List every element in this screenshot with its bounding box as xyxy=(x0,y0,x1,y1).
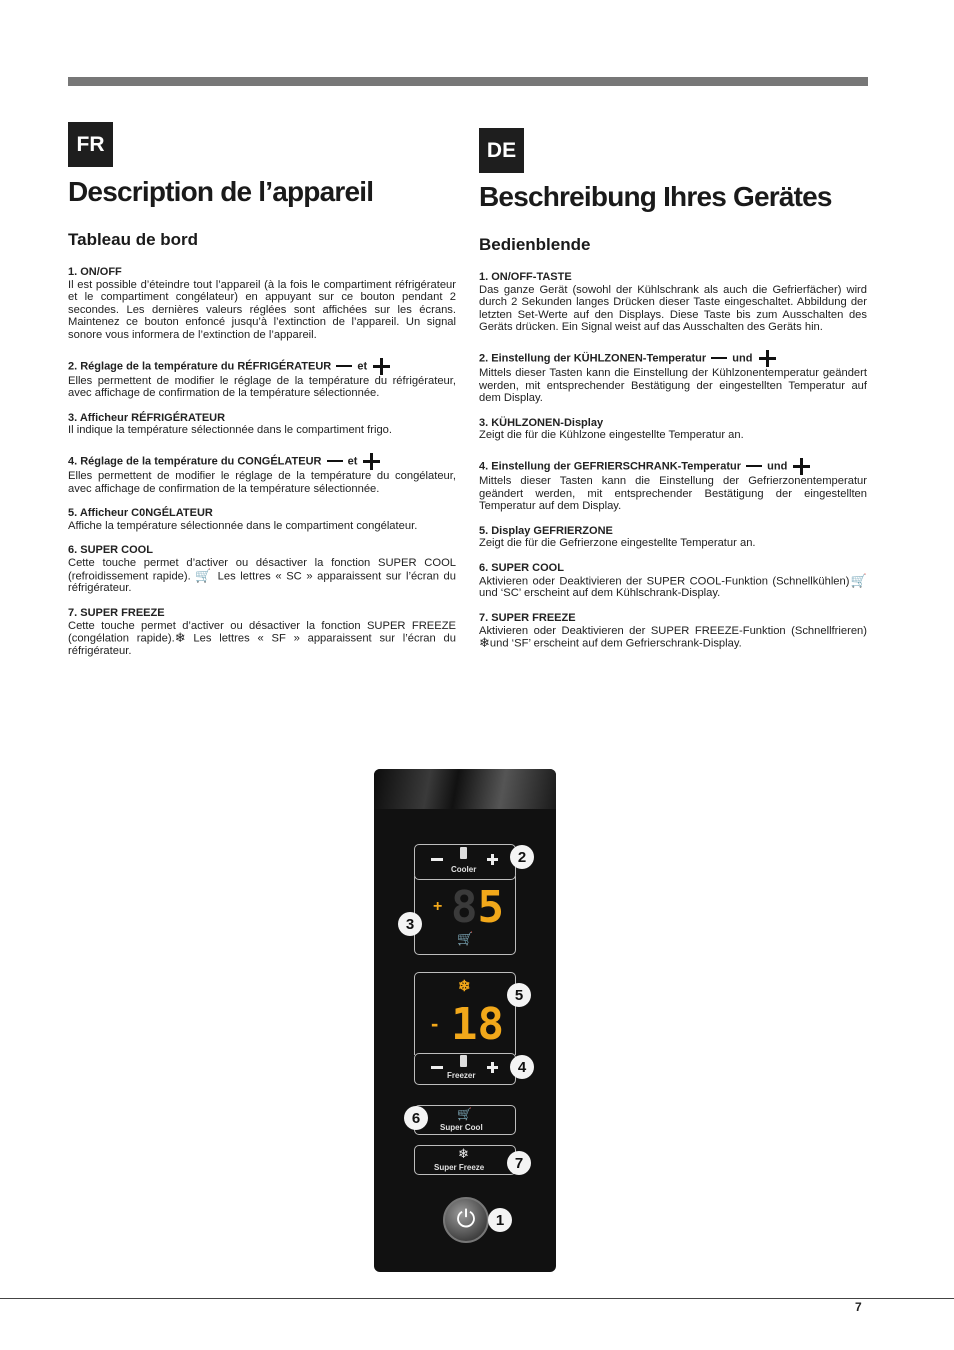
de-item-6-body-b: und ‘SC’ erscheint auf dem Kühlschrank-Display. xyxy=(479,587,721,600)
freezer-label: Freezer xyxy=(447,1071,476,1080)
cart-icon: 🛒 xyxy=(195,567,214,583)
fr-item-5 xyxy=(68,507,456,532)
freezer-sign: - xyxy=(431,1011,439,1036)
callout-3 xyxy=(398,912,422,936)
fr-item-3-body: Il indique la température sélectionnée dans le compartiment frigo. xyxy=(68,424,392,437)
callout-4-text: 4 xyxy=(517,1058,527,1076)
cooler-display xyxy=(414,876,516,955)
fr-title: Description de l’appareil xyxy=(68,176,374,207)
cart-icon: 🛒 xyxy=(457,931,474,946)
de-item-2-head-line xyxy=(479,350,867,367)
de-item-1 xyxy=(479,271,867,334)
cart-icon: 🛒 xyxy=(457,1107,472,1121)
plus-icon xyxy=(363,453,380,470)
de-item-2 xyxy=(479,350,867,405)
de-item-3 xyxy=(479,417,867,442)
de-item-6-body-a: Aktivieren oder Deaktivieren der SUPER COOL-Funktion (Schnellkühlen) xyxy=(479,574,850,587)
callout-7-text: 7 xyxy=(514,1154,524,1172)
fr-item-2-body: Elles permettent de modifier le réglage de la température du réfrigérateur, avec affichage de confirmation de la température sélectionnée. xyxy=(68,374,456,400)
power-button[interactable] xyxy=(443,1197,489,1243)
fr-item-1-head: 1. ON/OFF xyxy=(68,266,122,278)
plus-icon xyxy=(793,458,810,475)
fr-item-3-head: 3. Afficheur RÉFRIGÉRATEUR xyxy=(68,411,226,424)
fr-item-6-body xyxy=(68,557,456,595)
de-column xyxy=(479,181,867,650)
de-item-2-and: und xyxy=(732,352,753,365)
de-item-5-body: Zeigt die für die Gefrierzone eingestellte Temperatur an. xyxy=(479,537,756,550)
cooler-adjust-box xyxy=(414,844,516,880)
callout-1 xyxy=(488,1208,512,1232)
de-title: Beschreibung Ihres Gerätes xyxy=(479,181,832,212)
fr-item-2-head: 2. Réglage de la température du RÉFRIGÉRATEUR xyxy=(68,359,332,372)
super-freeze-label: Super Freeze xyxy=(434,1163,485,1172)
fr-subtitle: Tableau de bord xyxy=(68,230,199,249)
freezer-plus-button[interactable] xyxy=(487,1062,498,1073)
top-rule xyxy=(68,77,868,86)
fr-item-7-body xyxy=(68,620,456,658)
super-cool-label: Super Cool xyxy=(440,1123,483,1132)
de-item-6-body xyxy=(479,572,867,600)
fr-item-2-head-line xyxy=(68,358,456,375)
callout-2 xyxy=(510,845,534,869)
lang-badge-de xyxy=(479,128,524,173)
de-item-4 xyxy=(479,458,867,513)
lang-badge-fr-text: FR xyxy=(76,132,105,156)
de-item-1-head: 1. ON/OFF-TASTE xyxy=(479,271,572,283)
fr-item-4-body: Elles permettent de modifier le réglage de la température du congélateur, avec affichage de confirmation de la température sélectionnée. xyxy=(68,469,456,495)
control-panel xyxy=(374,769,556,1272)
callout-5-text: 5 xyxy=(514,986,524,1004)
fr-item-7-body-b: Les lettres « SF » apparaissent sur l’écran du réfrigérateur. xyxy=(68,632,456,657)
fr-item-4-and: et xyxy=(347,455,358,468)
cooler-digits: 85 xyxy=(451,882,504,933)
de-item-3-body: Zeigt die für die Kühlzone eingestellte Temperatur an. xyxy=(479,429,744,442)
callout-6-text: 6 xyxy=(411,1109,421,1127)
super-freeze-button[interactable] xyxy=(414,1145,516,1175)
fr-item-6-head: 6. SUPER COOL xyxy=(68,544,153,557)
de-item-5-head: 5. Display GEFRIERZONE xyxy=(479,524,613,537)
freezer-display xyxy=(414,972,516,1055)
de-item-6 xyxy=(479,562,867,600)
minus-icon xyxy=(327,460,343,462)
minus-icon xyxy=(746,465,762,467)
fr-item-7 xyxy=(68,607,456,658)
fridge-icon xyxy=(460,847,467,859)
callout-6 xyxy=(404,1106,428,1130)
de-item-4-head: 4. Einstellung der GEFRIERSCHRANK-Temperatur xyxy=(479,460,741,473)
fr-item-6-body-a: Cette touche permet d’activer ou désactiver la fonction SUPER COOL (refroidissement rapide). xyxy=(68,556,456,582)
fr-item-5-body: Affiche la température sélectionnée dans le compartiment congélateur. xyxy=(68,519,418,532)
callout-3-text: 3 xyxy=(405,915,415,933)
bottom-rule xyxy=(0,1298,954,1299)
fr-item-6 xyxy=(68,544,456,595)
lang-badge-de-text: DE xyxy=(486,138,517,162)
de-subtitle: Bedienblende xyxy=(479,235,591,254)
page-number: 7 xyxy=(855,1300,862,1314)
minus-icon xyxy=(336,365,352,367)
fr-item-5-head: 5. Afficheur C0NGÉLATEUR xyxy=(68,507,213,520)
de-item-7-body-a: Aktivieren oder Deaktivieren der SUPER FREEZE-Funktion (Schnellfrieren) xyxy=(479,624,867,637)
cooler-label: Cooler xyxy=(451,865,477,874)
freezer-adjust-box xyxy=(414,1053,516,1085)
callout-5 xyxy=(507,983,531,1007)
fr-item-1-body: Il est possible d’éteindre tout l’appareil (à la fois le compartiment réfrigérateur et le compartiment congélateur) en appuyant sur ce bouton pendant 2 secondes. Les dernières valeurs réglées sont affichées sur les écrans. Maintenez ce bouton enfoncé jusqu’à l’extinction de l’appareil. Un signal sonore vous informera de l’extinction de l’appareil. xyxy=(68,278,456,341)
de-item-6-head: 6. SUPER COOL xyxy=(479,561,564,574)
fr-item-2-and: et xyxy=(357,359,368,372)
lang-badge-fr xyxy=(68,122,113,167)
fr-item-4 xyxy=(68,453,456,495)
cooler-value: 5 xyxy=(477,882,504,933)
fr-item-1 xyxy=(68,266,456,342)
de-item-5 xyxy=(479,525,867,550)
cooler-minus-button[interactable] xyxy=(431,858,443,861)
fr-item-3 xyxy=(68,412,456,437)
minus-icon xyxy=(711,357,727,359)
de-item-4-and: und xyxy=(767,460,788,473)
de-item-7 xyxy=(479,612,867,650)
snowflake-icon: ❄ xyxy=(458,978,471,995)
callout-7 xyxy=(507,1151,531,1175)
fr-column xyxy=(68,176,456,658)
de-item-2-head: 2. Einstellung der KÜHLZONEN-Temperatur xyxy=(479,352,707,365)
panel-gloss xyxy=(374,769,556,809)
super-cool-button[interactable] xyxy=(411,1105,516,1135)
fr-item-2 xyxy=(68,358,456,400)
fr-item-7-body-a: Cette touche permet d’activer ou désactiver la fonction SUPER FREEZE (congélation rapide). xyxy=(68,619,456,645)
fr-item-4-head-line xyxy=(68,453,456,470)
fr-item-7-head: 7. SUPER FREEZE xyxy=(68,606,165,619)
cart-icon: 🛒 xyxy=(849,572,867,588)
snowflake-icon: ❄ xyxy=(174,630,186,646)
cooler-sign: + xyxy=(433,898,443,915)
freezer-minus-button[interactable] xyxy=(431,1066,443,1069)
de-item-7-body-b: und ‘SF’ erscheint auf dem Gefrierschrank-Display. xyxy=(489,637,742,650)
callout-1-text: 1 xyxy=(495,1211,505,1229)
de-item-1-body: Das ganze Gerät (sowohl der Kühlschrank als auch die Gefrierfächer) wird durch 2 Sekunden langes Drücken dieser Taste eingeschaltet. Abbildung der letzten Set-Werte auf den Displays. Diese Taste bis zum Ausschalten des Geräts drücken. Ein Signal weist auf das Ausschalten des Geräts hin. xyxy=(479,283,867,334)
de-item-2-body: Mittels dieser Tasten kann die Einstellung der Kühlzonentemperatur geändert werden, mit entsprechender Bestätigung der eingestellten Temperatur auf dem Display. xyxy=(479,366,867,405)
callout-4 xyxy=(510,1055,534,1079)
de-item-4-body: Mittels dieser Tasten kann die Einstellung der Gefrierzonentemperatur geändert werden, mit entsprechender Bestätigung der eingestellten Temperatur auf dem Display. xyxy=(479,474,867,513)
fr-item-6-body-b: Les lettres « SC » apparaissent sur l’écran du réfrigérateur. xyxy=(68,569,457,595)
callout-2-text: 2 xyxy=(517,848,527,866)
de-item-3-head: 3. KÜHLZONEN-Display xyxy=(479,416,604,429)
plus-icon xyxy=(759,350,776,367)
de-item-7-head: 7. SUPER FREEZE xyxy=(479,611,576,624)
freezer-icon xyxy=(460,1055,467,1067)
snowflake-icon: ❄ xyxy=(458,1146,469,1161)
power-icon: ⏻ xyxy=(456,1206,476,1233)
de-item-7-body xyxy=(479,625,867,650)
freezer-value: 18 xyxy=(451,999,504,1050)
cooler-plus-button[interactable] xyxy=(487,854,498,865)
snowflake-icon: ❄ xyxy=(479,635,490,651)
de-item-4-head-line xyxy=(479,458,867,475)
plus-icon xyxy=(373,358,390,375)
fr-item-4-head: 4. Réglage de la température du CONGÉLATEUR xyxy=(68,455,322,468)
